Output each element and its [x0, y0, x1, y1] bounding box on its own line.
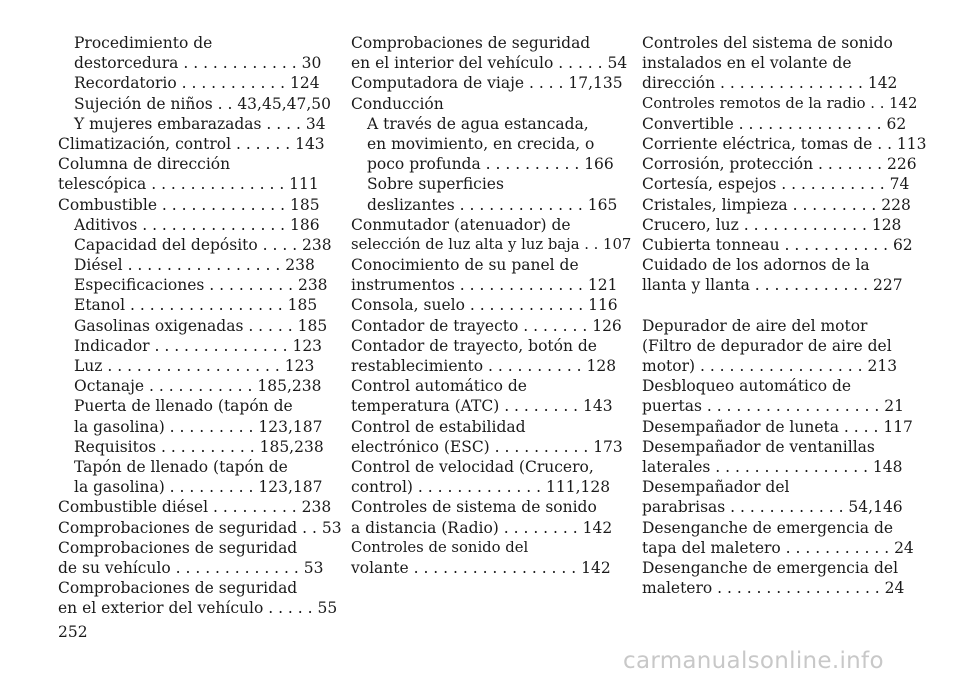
index-entry: Controles remotos de la radio . . 142	[642, 94, 918, 112]
index-column-2	[351, 33, 632, 578]
index-entry: Computadora de viaje . . . . 17,135	[351, 74, 623, 93]
index-entry: Comprobaciones de seguridad	[58, 538, 298, 557]
index-entry: dirección . . . . . . . . . . . . . . . 142	[642, 74, 898, 93]
index-entry: Desempañador de luneta . . . . 117	[642, 417, 913, 436]
index-spacer	[642, 295, 896, 315]
index-entry: Sujeción de niños . . 43,45,47,50	[74, 94, 331, 113]
index-entry: Desempañador de ventanillas	[642, 437, 875, 456]
index-entry: parabrisas . . . . . . . . . . . . 54,146	[642, 498, 903, 517]
index-entry: Requisitos . . . . . . . . . . 185,238	[74, 437, 324, 456]
index-entry: Indicador . . . . . . . . . . . . . . 123	[74, 336, 323, 355]
index-entry: Desbloqueo automático de	[642, 377, 852, 396]
index-entry: Especificaciones . . . . . . . . . 238	[74, 276, 328, 295]
index-entry: control) . . . . . . . . . . . . . 111,128	[351, 478, 611, 497]
index-entry: Cuidado de los adornos de la	[642, 256, 870, 275]
index-entry: Comprobaciones de seguridad	[351, 34, 591, 52]
index-entry: Sobre superficies	[367, 175, 504, 194]
index-entry: maletero . . . . . . . . . . . . . . . . . 24	[642, 579, 905, 598]
index-entry: Cortesía, espejos . . . . . . . . . . . 74	[642, 175, 910, 194]
index-entry: Controles de sistema de sonido	[351, 498, 597, 517]
index-entry: Desenganche de emergencia de	[642, 518, 894, 537]
index-entry: motor) . . . . . . . . . . . . . . . . . 213	[642, 357, 898, 375]
index-entry: en el exterior del vehículo . . . . . 55	[58, 599, 338, 618]
index-entry: temperatura (ATC) . . . . . . . . 143	[351, 397, 613, 416]
index-entry: Corriente eléctrica, tomas de . . 113	[642, 134, 927, 153]
index-entry: instalados en el volante de	[642, 54, 852, 73]
index-entry: Etanol . . . . . . . . . . . . . . . . 185	[74, 296, 318, 315]
index-column-1	[58, 33, 342, 618]
index-entry: Cubierta tonneau . . . . . . . . . . . 62	[642, 235, 913, 254]
index-entry: Tapón de llenado (tapón de	[74, 457, 288, 476]
index-entry: Conmutador (atenuador) de	[351, 215, 571, 234]
index-entry: de su vehículo . . . . . . . . . . . . . 53	[58, 558, 324, 577]
index-entry: a distancia (Radio) . . . . . . . . 142	[351, 518, 613, 537]
index-entry: Crucero, luz . . . . . . . . . . . . . 128	[642, 215, 902, 234]
index-entry: Y mujeres embarazadas . . . . 34	[74, 114, 326, 133]
index-entry: Contador de trayecto, botón de	[351, 336, 597, 355]
index-entry: Diésel . . . . . . . . . . . . . . . . 238	[74, 256, 315, 275]
index-entry: deslizantes . . . . . . . . . . . . . 165	[367, 195, 618, 214]
index-entry: Recordatorio . . . . . . . . . . . 124	[74, 74, 320, 93]
index-entry: la gasolina) . . . . . . . . . 123,187	[74, 417, 323, 436]
index-entry: destorcedura . . . . . . . . . . . . 30	[74, 54, 322, 73]
index-entry: Contador de trayecto . . . . . . . 126	[351, 316, 622, 335]
index-entry: Comprobaciones de seguridad	[58, 579, 298, 598]
index-entry: volante . . . . . . . . . . . . . . . . . 142	[351, 558, 611, 577]
index-entry: Combustible . . . . . . . . . . . . . 185	[58, 195, 320, 214]
index-entry: restablecimiento . . . . . . . . . . 128	[351, 357, 617, 375]
index-entry: tapa del maletero . . . . . . . . . . . 24	[642, 538, 914, 557]
index-entry: en el interior del vehículo . . . . . 54	[351, 54, 628, 73]
watermark: carmanualsonline.info	[623, 648, 884, 674]
index-entry: Climatización, control . . . . . . 143	[58, 134, 325, 153]
index-entry: Procedimiento de	[74, 34, 213, 52]
index-entry: A través de agua estancada,	[367, 114, 589, 133]
index-entry: Columna de dirección	[58, 155, 231, 174]
index-entry: Octanaje . . . . . . . . . . . 185,238	[74, 377, 322, 396]
index-entry: Controles de sonido del	[351, 538, 529, 556]
index-entry: Conducción	[351, 94, 444, 113]
index-entry: la gasolina) . . . . . . . . . 123,187	[74, 478, 323, 497]
index-entry: puertas . . . . . . . . . . . . . . . . . . 21	[642, 397, 904, 416]
index-entry: Aditivos . . . . . . . . . . . . . . . 186	[74, 215, 320, 234]
index-entry: Gasolinas oxigenadas . . . . . 185	[74, 316, 328, 335]
index-entry: Luz . . . . . . . . . . . . . . . . . . 123	[74, 357, 315, 375]
index-entry: Combustible diésel . . . . . . . . . 238	[58, 498, 332, 517]
index-entry: en movimiento, en crecida, o	[367, 134, 595, 153]
index-entry: Conocimiento de su panel de	[351, 256, 579, 275]
index-entry: Controles del sistema de sonido	[642, 34, 893, 52]
index-entry: poco profunda . . . . . . . . . . 166	[367, 155, 614, 174]
index-entry: Desempañador del	[642, 478, 790, 497]
index-entry: llanta y llanta . . . . . . . . . . . . 227	[642, 276, 903, 295]
index-entry: Puerta de llenado (tapón de	[74, 397, 293, 416]
index-entry: Depurador de aire del motor	[642, 316, 868, 335]
index-entry: (Filtro de depurador de aire del	[642, 336, 892, 355]
index-entry: telescópica . . . . . . . . . . . . . . 111	[58, 175, 319, 194]
index-entry: Control de velocidad (Crucero,	[351, 457, 594, 476]
index-entry: selección de luz alta y luz baja . . 107	[351, 235, 632, 253]
index-entry: Convertible . . . . . . . . . . . . . . . 62	[642, 114, 907, 133]
index-entry: Control de estabilidad	[351, 417, 526, 436]
index-entry: Comprobaciones de seguridad . . 53	[58, 518, 342, 537]
index-entry: instrumentos . . . . . . . . . . . . . 121	[351, 276, 618, 295]
index-entry: Consola, suelo . . . . . . . . . . . . 116	[351, 296, 618, 315]
index-entry: electrónico (ESC) . . . . . . . . . . 173	[351, 437, 623, 456]
index-column-3	[642, 33, 927, 598]
index-entry: Corrosión, protección . . . . . . . 226	[642, 155, 917, 174]
page-number: 252	[58, 623, 88, 641]
index-entry: Control automático de	[351, 377, 527, 396]
index-entry: Cristales, limpieza . . . . . . . . . 228	[642, 195, 911, 214]
index-entry: Desenganche de emergencia del	[642, 558, 899, 577]
index-entry: Capacidad del depósito . . . . 238	[74, 235, 332, 254]
index-entry: laterales . . . . . . . . . . . . . . . . 148	[642, 457, 903, 476]
